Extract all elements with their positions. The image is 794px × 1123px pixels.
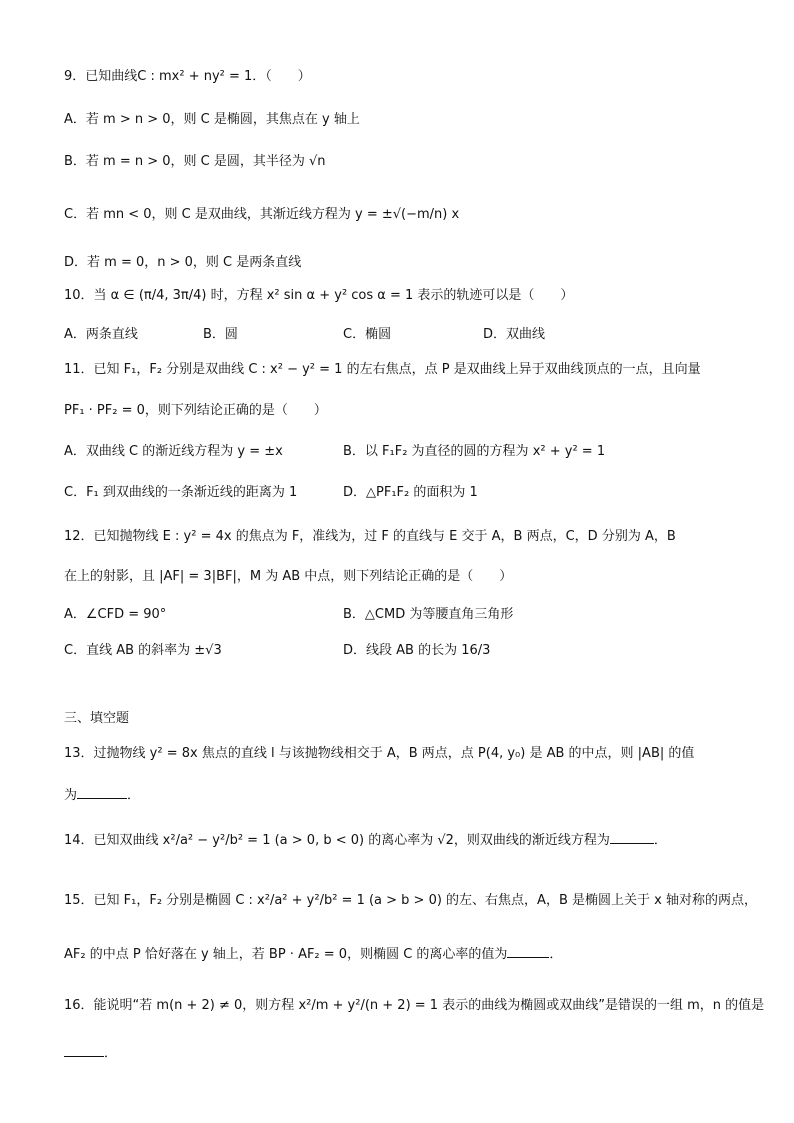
q14-suffix: ． [653, 833, 667, 848]
q11-stem-line2: PF₁ · PF₂ = 0，则下列结论正确的是（ ） [64, 403, 327, 418]
q14-answer-blank[interactable] [610, 829, 654, 844]
q13-answer-blank[interactable] [77, 784, 127, 799]
q15-line2 [64, 943, 562, 965]
q10-stem: 10．当 α ∈ (π/4, 3π/4) 时，方程 x² sin α + y² cos α = 1 表示的轨迹可以是（ ） [64, 288, 574, 303]
q12-stem-line1: 12．已知抛物线 E : y² = 4x 的焦点为 F，准线为，过 F 的直线与 E 交于 A，B 两点，C，D 分别为 A，B [64, 529, 676, 544]
q11-option-c: C．F₁ 到双曲线的一条渐近线的距离为 1 [64, 485, 298, 500]
q11-option-b: B．以 F₁F₂ 为直径的圆的方程为 x² + y² = 1 [343, 444, 606, 459]
q11-option-a: A．双曲线 C 的渐近线方程为 y = ±x [64, 444, 283, 459]
q15-line2-suffix: ． [549, 947, 563, 962]
q13-line2 [64, 784, 140, 806]
q14-line [64, 829, 667, 851]
q11-option-d: D．△PF₁F₂ 的面积为 1 [343, 485, 478, 500]
q9-option-b: B．若 m = n > 0，则 C 是圆，其半径为 √n [64, 154, 326, 169]
q13-line2-prefix: 为 [64, 788, 78, 803]
q15-answer-blank[interactable] [507, 943, 549, 958]
q12-option-d: D．线段 AB 的长为 16/3 [343, 643, 491, 658]
q15-line2-text: AF₂ 的中点 P 恰好落在 y 轴上，若 BP · AF₂ = 0，则椭圆 C 的离心率的值为 [64, 947, 508, 962]
q13-line2-suffix: ． [127, 788, 141, 803]
q16-line1: 16．能说明“若 m(n + 2) ≠ 0，则方程 x²/m + y²/(n + 2) = 1 表示的曲线为椭圆或双曲线”是错误的一组 m，n 的值是 [64, 998, 765, 1013]
q16-line2 [64, 1042, 117, 1064]
q9-stem: 9．已知曲线C : mx² + ny² = 1．（ ） [64, 69, 311, 84]
q12-option-c: C．直线 AB 的斜率为 ±√3 [64, 643, 222, 658]
q10-option-d: D．双曲线 [483, 327, 546, 342]
q11-stem-line1: 11．已知 F₁，F₂ 分别是双曲线 C : x² − y² = 1 的左右焦点，点 P 是双曲线上异于双曲线顶点的一点，且向量 [64, 362, 701, 377]
q9-option-c: C．若 mn < 0，则 C 是双曲线，其渐近线方程为 y = ±√(−m/n) x [64, 207, 460, 222]
section-title: 三、填空题 [64, 711, 130, 726]
q12-option-b: B．△CMD 为等腰直角三角形 [343, 607, 514, 622]
q14-text: 14．已知双曲线 x²/a² − y²/b² = 1 (a > 0, b < 0) 的离心率为 √2，则双曲线的渐近线方程为 [64, 833, 610, 848]
q9-option-d: D．若 m = 0，n > 0，则 C 是两条直线 [64, 255, 302, 270]
q12-stem-line2: 在上的射影，且 |AF| = 3|BF|，M 为 AB 中点，则下列结论正确的是（ ） [64, 569, 513, 584]
q16-line2-suffix: ． [104, 1046, 118, 1061]
q13-line1: 13．过抛物线 y² = 8x 焦点的直线 l 与该抛物线相交于 A，B 两点，点 P(4, y₀) 是 AB 的中点，则 |AB| 的值 [64, 746, 695, 761]
q10-option-c: C．椭圆 [343, 327, 392, 342]
q10-option-b: B．圆 [203, 327, 238, 342]
q15-line1: 15．已知 F₁，F₂ 分别是椭圆 C : x²/a² + y²/b² = 1 (a > b > 0) 的左、右焦点，A，B 是椭圆上关于 x 轴对称的两点， [64, 893, 757, 908]
q9-option-a: A．若 m > n > 0，则 C 是椭圆，其焦点在 y 轴上 [64, 112, 360, 127]
q10-option-a: A．两条直线 [64, 327, 138, 342]
q16-answer-blank[interactable] [64, 1042, 104, 1057]
q12-option-a: A．∠CFD = 90° [64, 607, 167, 622]
